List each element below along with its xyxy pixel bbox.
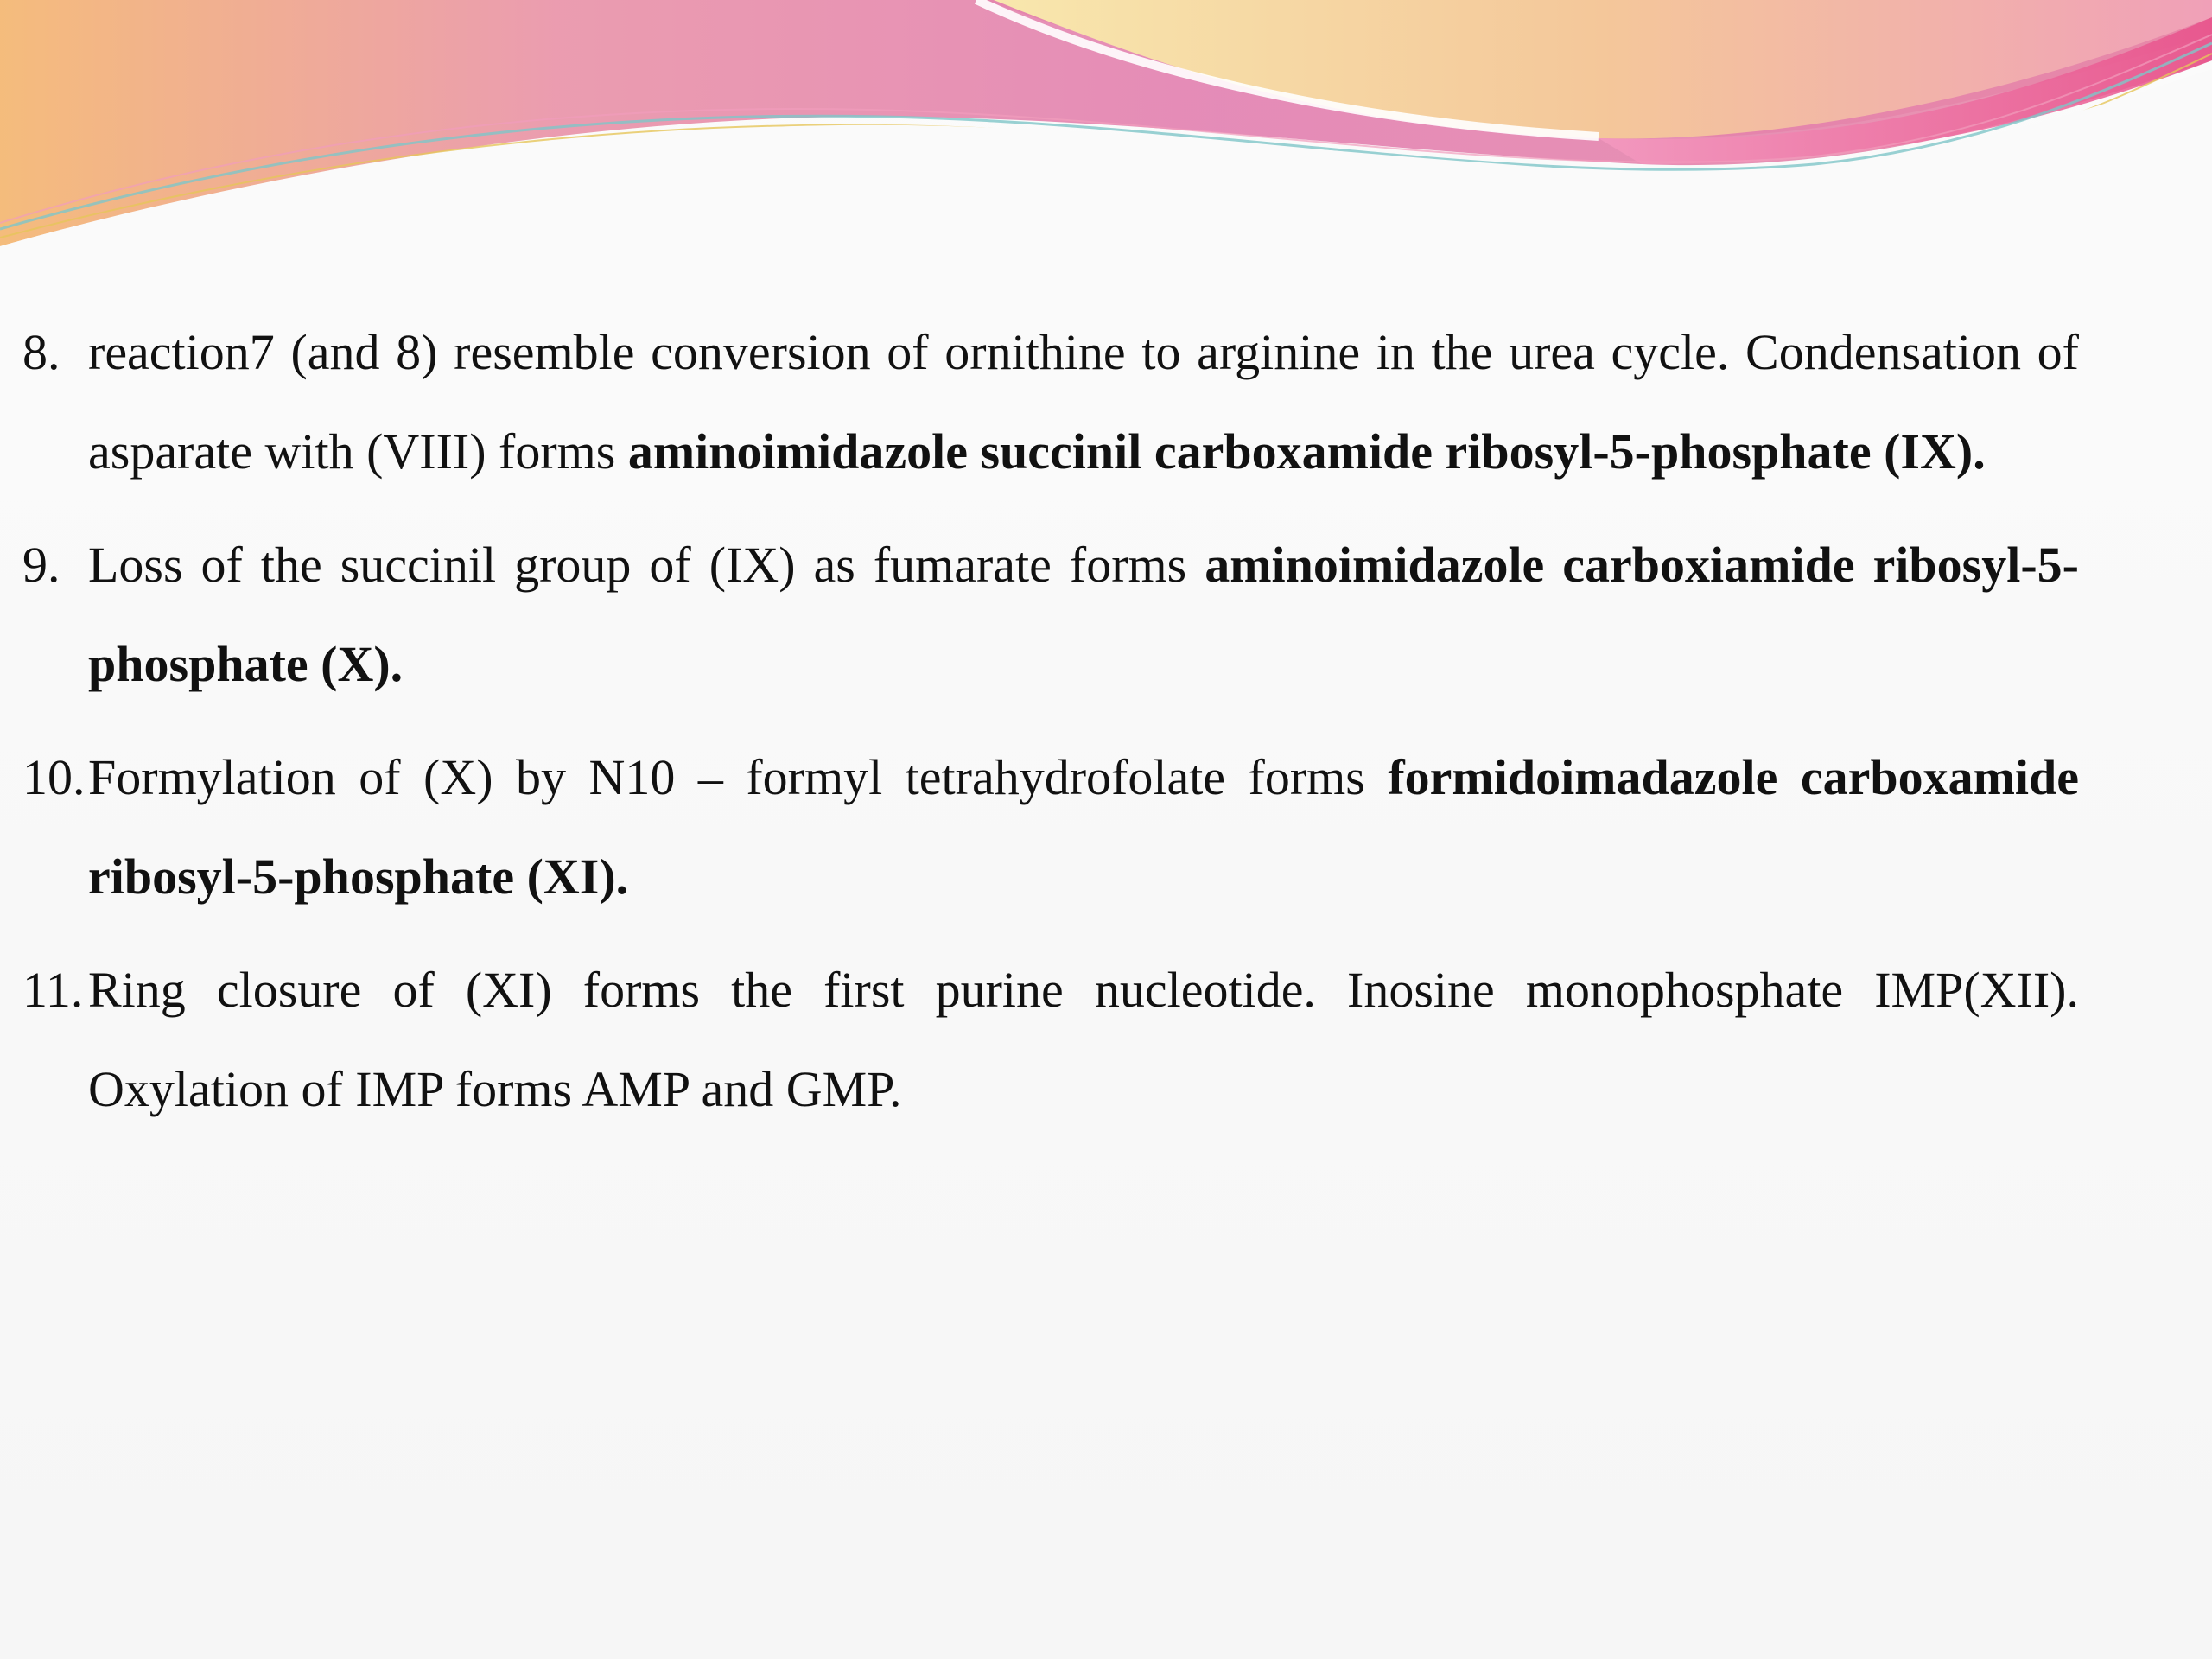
item-text: reaction7 (and 8) resemble conversion of ornithine to arginine in the urea cycle. Condensation of asparate with (VIII) forms	[88, 324, 2079, 480]
list-item	[22, 728, 2079, 926]
item-bold-text: aminoimidazole carboxiamide ribosyl-5-phosphate (X).	[88, 537, 2079, 692]
list-item	[22, 940, 2079, 1139]
item-text: Formylation of (X) by N10 – formyl tetrahydrofolate forms	[88, 749, 1365, 805]
list-item	[22, 515, 2079, 714]
item-number: 8.	[22, 324, 60, 380]
decorative-header-wave	[0, 0, 2212, 259]
item-bold-text: formidoimadazole carboxamide ribosyl-5-phosphate (XI).	[88, 749, 2080, 905]
content-list	[22, 302, 2079, 1153]
item-text: Loss of the succinil group of (IX) as fumarate forms	[88, 537, 1187, 593]
item-number: 11.	[22, 962, 84, 1018]
item-text: Ring closure of (XI) forms the first purine nucleotide. Inosine monophosphate IMP(XII). Oxylation of IMP forms AMP and GMP.	[88, 962, 2079, 1117]
list-item	[22, 302, 2079, 501]
item-number: 10.	[22, 749, 86, 805]
item-bold-text: aminoimidazole succinil carboxamide ribosyl-5-phosphate (IX).	[627, 423, 1986, 480]
item-number: 9.	[22, 537, 60, 593]
